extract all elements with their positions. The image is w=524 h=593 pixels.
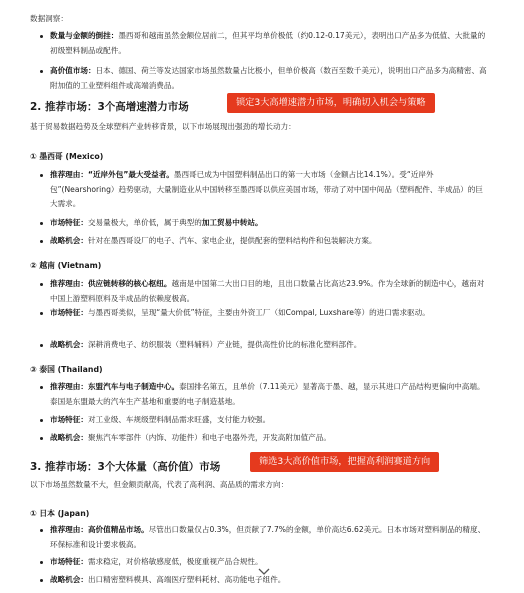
section-title: 2. 推荐市场：3个高增速潜力市场 [30,101,189,113]
market-point: 推荐理由：高价值精品市场。尽管出口数量仅占0.3%，但贡献了7.7%的金额，单价高达6.62美元。日本市场对塑料制品的精度、环保标准和设计要求极高。 [50,523,488,552]
market-point: 推荐理由：东盟汽车与电子制造中心。泰国排名第五，且单价（7.11美元）显著高于墨、越，显示其进口产品结构更偏向中高端。泰国是东盟最大的汽车生产基地和重要的电子制造基地。 [50,380,488,409]
market-point: 市场特征：交易量极大，单价低，属于典型的加工贸易中转站。 [50,216,488,231]
highlight-callout: 筛选3大高价值市场，把握高利润赛道方向 [250,452,439,472]
section-intro: 基于贸易数据趋势及全球塑料产业转移背景，以下市场展现出强劲的增长动力： [30,122,296,131]
market-point: 市场特征：需求稳定，对价格敏感度低，极度重视产品合规性。 [50,555,488,570]
insight-item: 数量与金额的倒挂：墨西哥和越南虽然金额位居前二，但其平均单价极低（约0.12-0.17美元），表明出口产品多为低值、大批量的初级塑料制品或配件。 [50,29,488,58]
market-heading: ① 墨西哥 (Mexico) [30,152,104,161]
insight-item: 高价值市场：日本、德国、荷兰等发达国家市场虽然数量占比极小，但单价极高（数百至数千美元），说明出口产品多为高精密、高附加值的工业塑料组件或高端消费品。 [50,64,488,93]
market-point: 市场特征：与墨西哥类似，呈现“量大价低”特征，主要由外资工厂（如Compal, Luxshare等）的进口需求驱动。 [50,306,488,321]
section-title: 3. 推荐市场：3个大体量（高价值）市场 [30,461,221,473]
chevron-down-icon[interactable] [258,568,270,578]
market-point: 战略机会：聚焦汽车零部件（内饰、功能件）和电子电器外壳，开发高附加值产品。 [50,431,488,446]
market-point: 推荐理由：供应链转移的核心枢纽。越南是中国第二大出口目的地，且出口数量占比高达23.9%。作为全球新的制造中心，越南对中国上游塑料原料及半成品的依赖度极高。 [50,277,488,306]
market-heading: ① 日本 (Japan) [30,509,90,518]
market-heading: ③ 泰国 (Thailand) [30,365,103,374]
market-heading: ② 越南 (Vietnam) [30,261,102,270]
market-point: 推荐理由：“近岸外包”最大受益者。墨西哥已成为中国塑料制品出口的第一大市场（金额占比14.1%）。受“近岸外包”(Nearshoring）趋势驱动，大量制造业从中国转移至墨西哥以供应美国市场，带动了对中国中间品（塑料配件、半成品）的巨大需求。 [50,168,488,212]
market-point: 战略机会：出口精密塑料模具、高端医疗塑料耗材、高功能电子组件。 [50,573,488,588]
market-point: 战略机会：深耕消费电子、纺织服装（塑料辅料）产业链，提供高性价比的标准化塑料部件。 [50,338,488,353]
intro-label: 数据洞察： [30,14,68,23]
market-point: 战略机会：针对在墨西哥设厂的电子、汽车、家电企业，提供配套的塑料结构件和包装解决方案。 [50,234,488,249]
highlight-callout: 锁定3大高增速潜力市场，明确切入机会与策略 [227,93,435,113]
section-intro: 以下市场虽然数量不大，但金额贡献高，代表了高利润、高品质的需求方向： [30,480,289,489]
market-point: 市场特征：对工业级、车规级塑料制品需求旺盛，支付能力较强。 [50,413,488,428]
